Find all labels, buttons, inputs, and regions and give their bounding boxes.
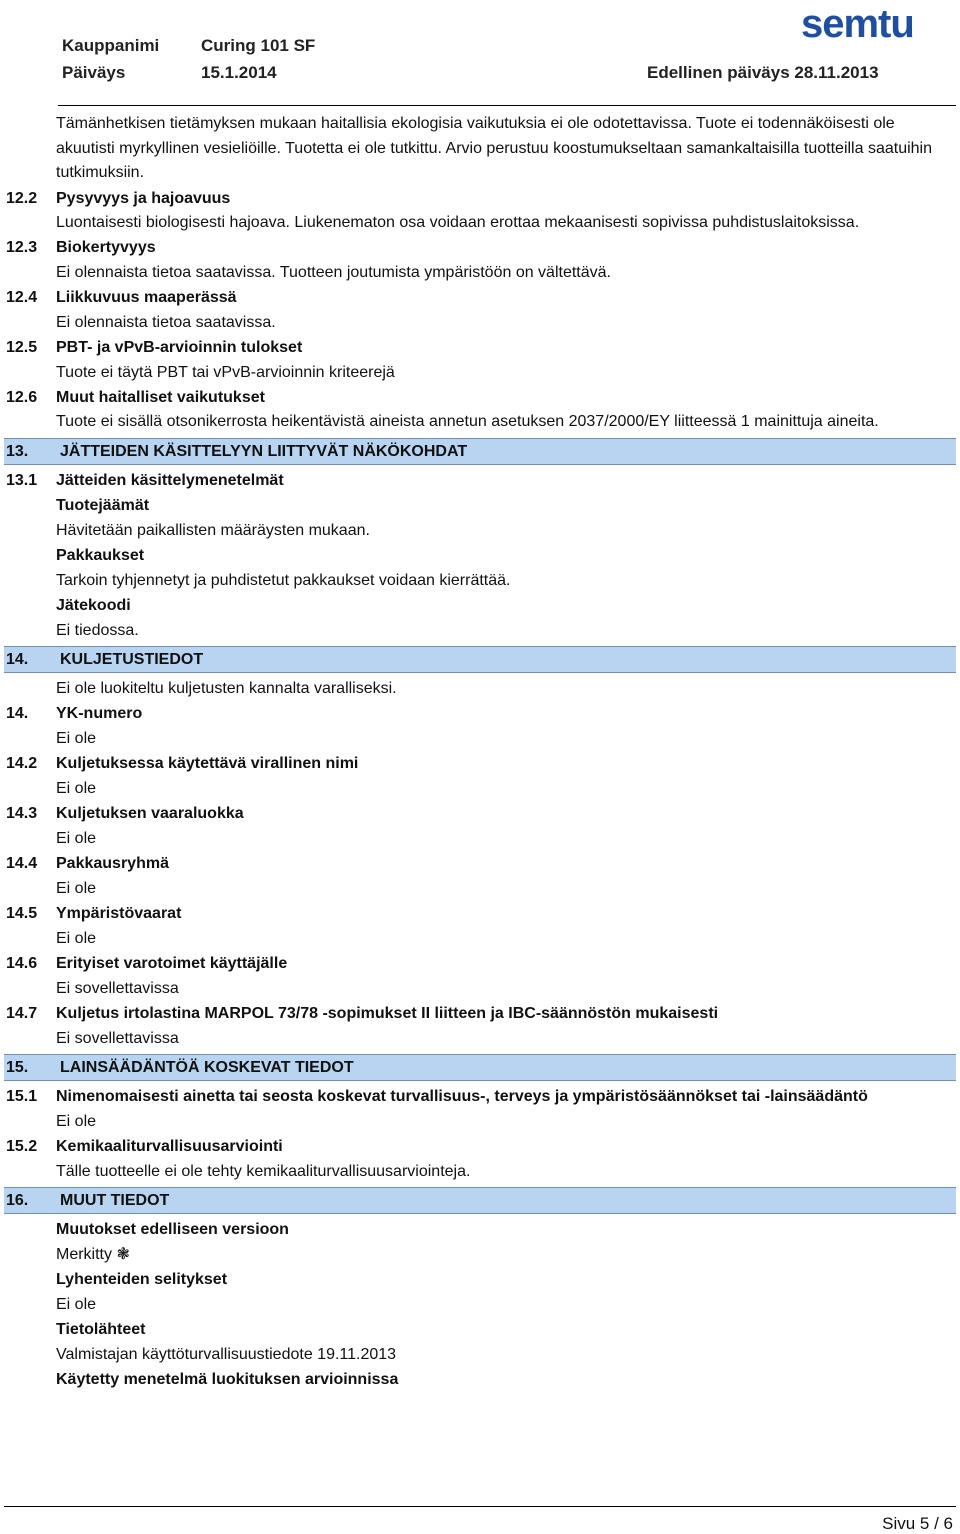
date-value: 15.1.2014 <box>201 63 277 82</box>
sources-text: Valmistajan käyttöturvallisuustiedote 19.11.2013 <box>56 1345 397 1363</box>
subsection-title: Liikkuvuus maaperässä <box>56 289 237 306</box>
subsection-12-2 <box>0 186 960 211</box>
subsection-number: 14.3 <box>6 804 38 822</box>
residues-text-row <box>0 518 960 543</box>
semtu-logo: semtu <box>801 2 914 46</box>
subsection-14-4 <box>0 851 960 876</box>
section-number: 16. <box>6 1191 29 1209</box>
subsection-number: 14.2 <box>6 754 38 772</box>
subsection-title: Nimenomaisesti ainetta tai seosta koskevat turvallisuus-, terveys ja ympäristösäännökset tai -lainsäädäntö <box>56 1087 868 1105</box>
footer-divider <box>4 1506 956 1507</box>
subsection-15-2-text <box>0 1159 960 1184</box>
subsection-14-3 <box>0 801 960 826</box>
subsection-number: 14.6 <box>6 954 38 972</box>
subsection-text: Ei sovellettavissa <box>56 979 179 997</box>
method-title: Käytetty menetelmä luokituksen arvioinnissa <box>56 1370 399 1388</box>
subsection-14-7-text <box>0 1026 960 1051</box>
waste-code-text: Ei tiedossa. <box>56 621 139 639</box>
changes-title: Muutokset edelliseen versioon <box>56 1220 289 1238</box>
subsection-text: Tälle tuotteelle ei ole tehty kemikaaliturvallisuusarviointeja. <box>56 1162 471 1180</box>
subsection-number: 12.6 <box>6 389 38 406</box>
subsection-14-1-text <box>0 726 960 751</box>
subsection-number: 12.5 <box>6 339 38 356</box>
subsection-13-1 <box>0 468 960 493</box>
subsection-14-1 <box>0 701 960 726</box>
section-number: 13. <box>6 442 29 460</box>
subsection-14-4-text <box>0 876 960 901</box>
subsection-14-2 <box>0 751 960 776</box>
subsection-14-5-text <box>0 926 960 951</box>
subsection-14-2-text <box>0 776 960 801</box>
subsection-text: Ei ole <box>56 829 97 847</box>
packaging-text-row <box>0 568 960 593</box>
abbr-text-row <box>0 1292 960 1317</box>
changes-text <box>56 1242 960 1267</box>
subsection-number: 12.4 <box>6 289 38 306</box>
residues-text: Hävitetään paikallisten määräysten mukaan. <box>56 521 370 539</box>
section-14-header <box>4 646 956 673</box>
subsection-text: Tuote ei täytä PBT tai vPvB-arvioinnin kriteerejä <box>56 364 395 381</box>
date-label: Päiväys <box>62 63 126 82</box>
section-number: 15. <box>6 1058 29 1076</box>
section-16-header <box>4 1187 956 1214</box>
sources-text-row <box>0 1342 960 1367</box>
subsection-12-4 <box>0 285 960 310</box>
subsection-15-2 <box>0 1134 960 1159</box>
subsection-number: 15.1 <box>6 1087 38 1105</box>
subsection-title: Pysyvyys ja hajoavuus <box>56 189 231 207</box>
subsection-number: 13.1 <box>6 471 38 489</box>
changes-label: Merkitty <box>56 1245 112 1263</box>
abbr-title-row <box>0 1267 960 1292</box>
subsection-text: Ei ole <box>56 1112 97 1130</box>
subsection-title: PBT- ja vPvB-arvioinnin tulokset <box>56 339 303 356</box>
subsection-12-3-text <box>0 260 960 285</box>
subsection-14-5 <box>0 901 960 926</box>
section-title: KULJETUSTIEDOT <box>60 650 204 668</box>
section-12-intro <box>0 112 960 186</box>
subsection-14-6-text <box>0 976 960 1001</box>
subsection-title: Kuljetuksen vaaraluokka <box>56 804 244 822</box>
subsection-text: Tuote ei sisällä otsonikerrosta heikentävistä aineista annetun asetuksen 2037/2000/EY liitteessä 1 mainittuja aineita. <box>56 413 879 430</box>
header-divider <box>58 105 956 106</box>
subsection-text: Ei ole <box>56 879 97 897</box>
abbreviations-text: Ei ole <box>56 1295 97 1313</box>
subsection-12-6-text <box>0 410 960 435</box>
subsection-12-3 <box>0 235 960 260</box>
sources-title: Tietolähteet <box>56 1320 146 1338</box>
subsection-text: Ei ole <box>56 779 97 797</box>
waste-code-title-row <box>0 593 960 618</box>
residues-title: Tuotejäämät <box>56 496 150 514</box>
subsection-text: Ei sovellettavissa <box>56 1029 179 1047</box>
subsection-title: YK-numero <box>56 704 143 722</box>
subsection-number: 15.2 <box>6 1137 38 1155</box>
subsection-12-6 <box>0 385 960 410</box>
ecotoxicity-text: Tämänhetkisen tietämyksen mukaan haitallisia ekologisia vaikutuksia ei ole odotettavissa. Tuote ei todennäköisesti ole akuutisti myrkyllinen vesieliöille. Tuotetta ei ole tutkittu. Arvio perustuu koostumukseltaan samankaltaisilla tuotteilla saatuihin tutkimuksiin. <box>56 115 932 181</box>
subsection-14-6 <box>0 951 960 976</box>
subsection-12-5-text <box>0 360 960 385</box>
subsection-title: Jätteiden käsittelymenetelmät <box>56 471 284 489</box>
page-number: Sivu 5 / 6 <box>882 1514 953 1533</box>
section-13-header <box>4 438 956 465</box>
subsection-12-2-text <box>0 211 960 236</box>
previous-date: Edellinen päiväys 28.11.2013 <box>647 63 879 82</box>
waste-code-text-row <box>0 618 960 643</box>
subsection-14-7 <box>0 1001 960 1026</box>
subsection-title: Pakkausryhmä <box>56 854 169 872</box>
subsection-number: 12.2 <box>6 189 38 207</box>
subsection-text: Ei olennaista tietoa saatavissa. Tuotteen joutumista ympäristöön on vältettävä. <box>56 264 611 281</box>
method-title-row <box>0 1367 960 1392</box>
packaging-text: Tarkoin tyhjennetyt ja puhdistetut pakkaukset voidaan kierrättää. <box>56 571 511 589</box>
changes-text-row <box>0 1242 960 1267</box>
abbreviations-title: Lyhenteiden selitykset <box>56 1270 228 1288</box>
waste-code-title: Jätekoodi <box>56 596 131 614</box>
subsection-title: Biokertyvyys <box>56 239 156 256</box>
subsection-12-5 <box>0 335 960 360</box>
trade-name: Curing 101 SF <box>201 36 316 55</box>
subsection-text: Ei olennaista tietoa saatavissa. <box>56 314 276 331</box>
subsection-15-1-text <box>0 1109 960 1134</box>
subsection-14-3-text <box>0 826 960 851</box>
subsection-title: Kuljetuksessa käytettävä virallinen nimi <box>56 754 359 772</box>
subsection-number: 14.4 <box>6 854 38 872</box>
section-number: 14. <box>6 650 29 668</box>
subsection-number: 14.7 <box>6 1004 38 1022</box>
section-14-intro <box>0 676 960 701</box>
subsection-12-4-text <box>0 310 960 335</box>
subsection-title: Kemikaaliturvallisuusarviointi <box>56 1137 283 1155</box>
subsection-15-1 <box>0 1084 960 1109</box>
page-header <box>0 0 960 110</box>
section-title: JÄTTEIDEN KÄSITTELYYN LIITTYVÄT NÄKÖKOHDAT <box>60 442 468 460</box>
subsection-number: 14. <box>6 704 29 722</box>
subsection-title: Muut haitalliset vaikutukset <box>56 389 265 406</box>
subsection-text: Luontaisesti biologisesti hajoava. Liukenematon osa voidaan erottaa mekaanisesti sopivissa puhdistuslaitoksissa. <box>56 213 860 231</box>
subsection-number: 14.5 <box>6 904 38 922</box>
packaging-title: Pakkaukset <box>56 546 145 564</box>
subsection-title: Erityiset varotoimet käyttäjälle <box>56 954 288 972</box>
trade-name-label: Kauppanimi <box>62 36 160 55</box>
section-15-header <box>4 1054 956 1081</box>
section-title: MUUT TIEDOT <box>60 1191 170 1209</box>
packaging-title-row <box>0 543 960 568</box>
subsection-text: Ei ole <box>56 929 97 947</box>
transport-intro-text: Ei ole luokiteltu kuljetusten kannalta varalliseksi. <box>56 679 397 697</box>
section-title: LAINSÄÄDÄNTÖÄ KOSKEVAT TIEDOT <box>60 1058 354 1076</box>
subsection-title: Kuljetus irtolastina MARPOL 73/78 -sopimukset II liitteen ja IBC-säännöstön mukaisesti <box>56 1004 719 1022</box>
changes-title-row <box>0 1217 960 1242</box>
subsection-text: Ei ole <box>56 729 97 747</box>
subsection-number: 12.3 <box>6 239 38 256</box>
residues-title-row <box>0 493 960 518</box>
sources-title-row <box>0 1317 960 1342</box>
document-body <box>0 112 960 1392</box>
asterisk-icon: ❃ <box>116 1245 130 1263</box>
subsection-title: Ympäristövaarat <box>56 904 182 922</box>
